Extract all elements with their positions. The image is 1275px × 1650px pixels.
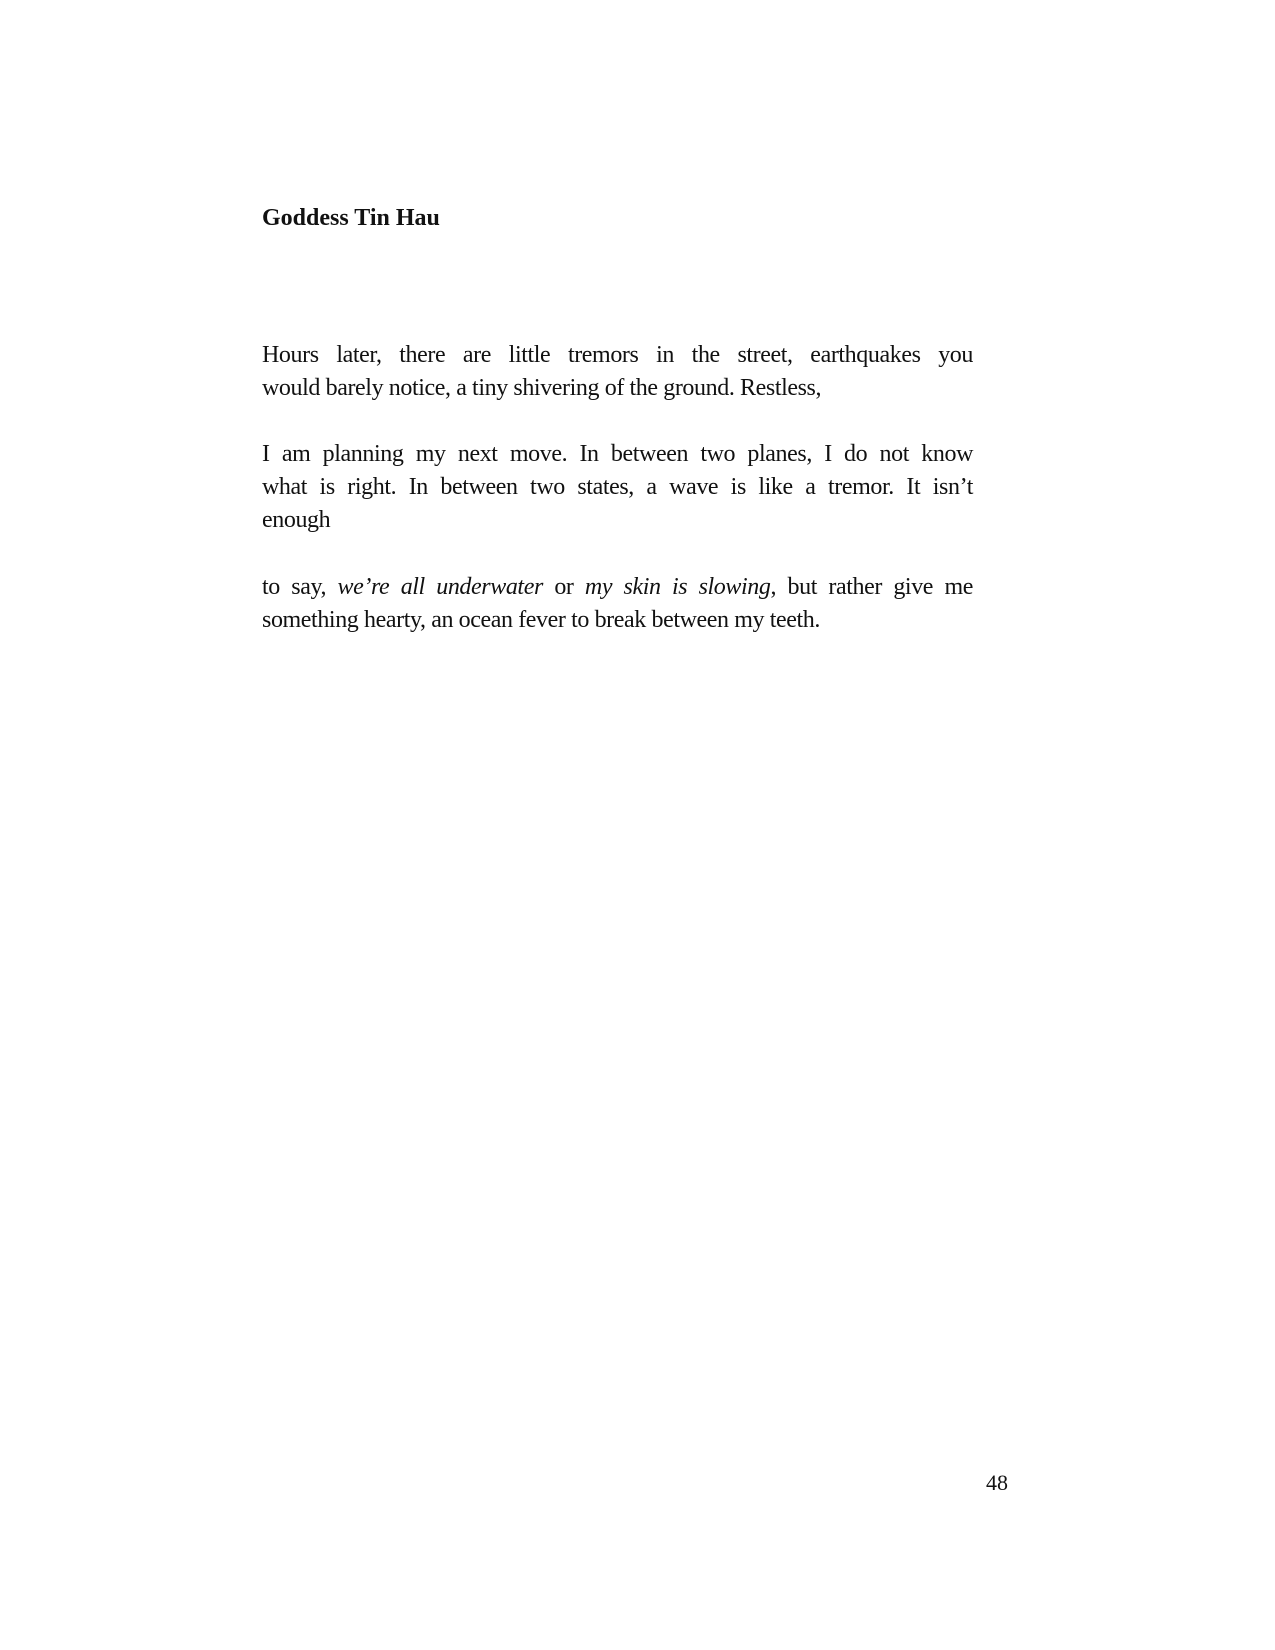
italic-phrase: my skin is slowing xyxy=(584,574,771,600)
text-span: , but rather give me xyxy=(770,574,973,600)
text-span: or xyxy=(542,574,585,600)
text-line: something hearty, an ocean fever to break between my teeth. xyxy=(262,607,820,633)
text-line: Hours later, there are little tremors in the street, earthquakes you xyxy=(262,342,973,368)
text-line xyxy=(262,571,973,604)
text-span: to say, xyxy=(262,574,338,600)
stanza-3 xyxy=(262,571,973,637)
page-number: 48 xyxy=(986,1470,1008,1495)
italic-phrase: we’re all underwater xyxy=(337,574,543,600)
text-line: would barely notice, a tiny shivering of the ground. Restless, xyxy=(262,375,822,401)
text-line: what is right. In between two states, a wave is like a tremor. It isn’t xyxy=(262,474,973,500)
stanza-1 xyxy=(262,339,973,405)
stanza-2 xyxy=(262,438,973,537)
text-line: enough xyxy=(262,507,331,533)
text-line: I am planning my next move. In between two planes, I do not know xyxy=(262,441,973,467)
poem-title: Goddess Tin Hau xyxy=(262,205,440,231)
